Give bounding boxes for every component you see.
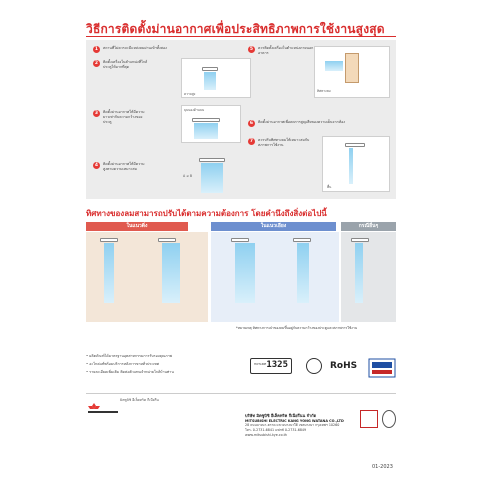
direction-illustration xyxy=(322,136,390,192)
direction-options xyxy=(86,222,396,324)
hotline-label: HOTLINE xyxy=(254,362,267,366)
rohs-label: RoHS xyxy=(330,361,358,371)
airflow-icon xyxy=(104,243,114,303)
step-text: ติดตั้งม่านอากาศให้มีความสูงตามความเหมาะสม xyxy=(103,162,145,171)
globe-certification-icon xyxy=(306,358,322,374)
company-info xyxy=(245,414,355,438)
step-number: 1 xyxy=(94,47,99,52)
step-text: สถานที่ไม่ควรจะมีแหล่งลมผ่านเข้าทั้งสอง xyxy=(103,46,167,50)
installation-steps-panel xyxy=(86,40,396,199)
title-divider xyxy=(86,36,396,37)
airflow-icon xyxy=(349,148,353,184)
direction-panel-other xyxy=(341,232,396,322)
height-label: ความสูง xyxy=(184,92,196,96)
direction-header-angled: ในแนวเอียง xyxy=(211,222,336,231)
bullet-item: • ผลิตภัณฑ์ได้มาตรฐานอุตสาหกรรมการรับรองคุณภาพ xyxy=(86,354,172,358)
page-code: 01-2023 xyxy=(372,464,393,470)
floor-label: พื้น xyxy=(327,185,332,189)
company-name-english: MITSUBISHI ELECTRIC KANG YONG WATANA CO.,LTD xyxy=(245,418,344,423)
hotline-badge xyxy=(250,358,292,374)
airflow-icon xyxy=(297,243,309,303)
step-text: ติดตั้งม่านอากาศเพื่อลดการสูญเสียของความเย็นจากห้อง xyxy=(258,120,346,124)
air-curtain-icon xyxy=(199,158,225,162)
step-number: 5 xyxy=(249,47,254,52)
airflow-icon xyxy=(355,243,363,303)
air-curtain-icon xyxy=(231,238,249,242)
certification-badge-icon xyxy=(360,410,378,428)
step-number: 6 xyxy=(249,121,254,126)
door-illustration xyxy=(181,152,241,196)
outdoor-illustration xyxy=(314,46,390,98)
direction-panel-angled xyxy=(211,232,339,322)
step-number: 7 xyxy=(249,139,254,144)
direction-header-other: กรณีอื่นๆ xyxy=(341,222,396,231)
airflow-icon xyxy=(204,72,216,90)
direction-panel-vertical xyxy=(86,232,208,322)
company-phone: โทร. 0-2731-6841 แฟกซ์ 0-2731-6849 xyxy=(245,428,307,433)
step-text: ติดตั้งเครื่องในตำแหน่งที่ใกล้ประตูให้มากที่สุด xyxy=(103,60,148,69)
step-number: 3 xyxy=(94,111,99,116)
air-curtain-icon xyxy=(202,67,218,71)
premium-safety-icon xyxy=(368,358,396,378)
iso-seal-icon xyxy=(382,410,396,428)
step-number: 2 xyxy=(94,61,99,66)
airflow-icon xyxy=(194,123,218,139)
airflow-icon xyxy=(162,243,180,303)
door-icon xyxy=(345,53,359,83)
airflow-icon xyxy=(235,243,255,303)
air-curtain-icon xyxy=(345,143,365,147)
company-address: 28 ถนนบางนา-ตราด แขวงบางนาใต้ เขตบางนา กรุงเทพฯ 10260 xyxy=(245,423,340,428)
air-curtain-icon xyxy=(351,238,369,242)
step-text: ควรปรับทิศทางลมให้เหมาะสมกับสภาพการใช้งาน xyxy=(258,138,310,147)
company-name-thai: บริษัท มิตซูบิชิ อีเล็คทริค กีเนียรีนน จำกัด xyxy=(245,413,317,418)
step-text: ติดตั้งม่านอากาศให้มีความยาวเท่ากับความกว้างของประตู xyxy=(103,110,145,124)
step-number: 4 xyxy=(94,163,99,168)
company-short-name: มิตซูบิชิ อีเล็คทริค กีเนียรีน xyxy=(120,398,159,402)
house-illustration xyxy=(181,58,251,98)
section-title: ทิศทางของลมสามารถปรับได้ตามความต้องการ โดยคำนึงถึงสิ่งต่อไปนี้ xyxy=(86,209,327,218)
airflow-icon xyxy=(325,61,343,71)
airflow-icon xyxy=(201,163,223,193)
direction-note: *หมายเหตุ ทิศทางการเป่าของลมขึ้นอยู่กับความกว้างของประตูและสภาพการใช้งาน xyxy=(236,326,358,330)
feature-bullets xyxy=(86,352,256,376)
section-divider xyxy=(86,393,396,394)
top-view-label: มุมมองด้านบน xyxy=(184,108,205,112)
direction-label: ทิศทางลม xyxy=(317,89,331,93)
mitsubishi-logo xyxy=(88,400,118,412)
company-website[interactable]: www.mitsubishi-kye.co.th xyxy=(245,432,288,437)
bullet-item: • อะไหล่แท้พร้อมบริการหลังการขายทั่วประเทศ xyxy=(86,362,160,366)
bullet-item: • รายละเอียดเพิ่มเติม ติดต่อตัวแทนจำหน่ายใกล้บ้านท่าน xyxy=(86,370,174,374)
ab-label: A ≥ B xyxy=(183,174,193,178)
hotline-number: 1325 xyxy=(266,360,288,370)
air-curtain-icon xyxy=(192,118,220,122)
page-title: วิธีการติดตั้งม่านอากาศเพื่อประสิทธิภาพการใช้งานสูงสุด xyxy=(86,22,385,36)
step-text: ควรติดตั้งเครื่องในตำแหน่งภายนอกอาคาร xyxy=(258,46,314,55)
air-curtain-icon xyxy=(293,238,311,242)
top-view-illustration xyxy=(181,105,241,143)
air-curtain-icon xyxy=(100,238,118,242)
direction-header-vertical: ในแนวดิ่ง xyxy=(86,222,188,231)
air-curtain-icon xyxy=(158,238,176,242)
